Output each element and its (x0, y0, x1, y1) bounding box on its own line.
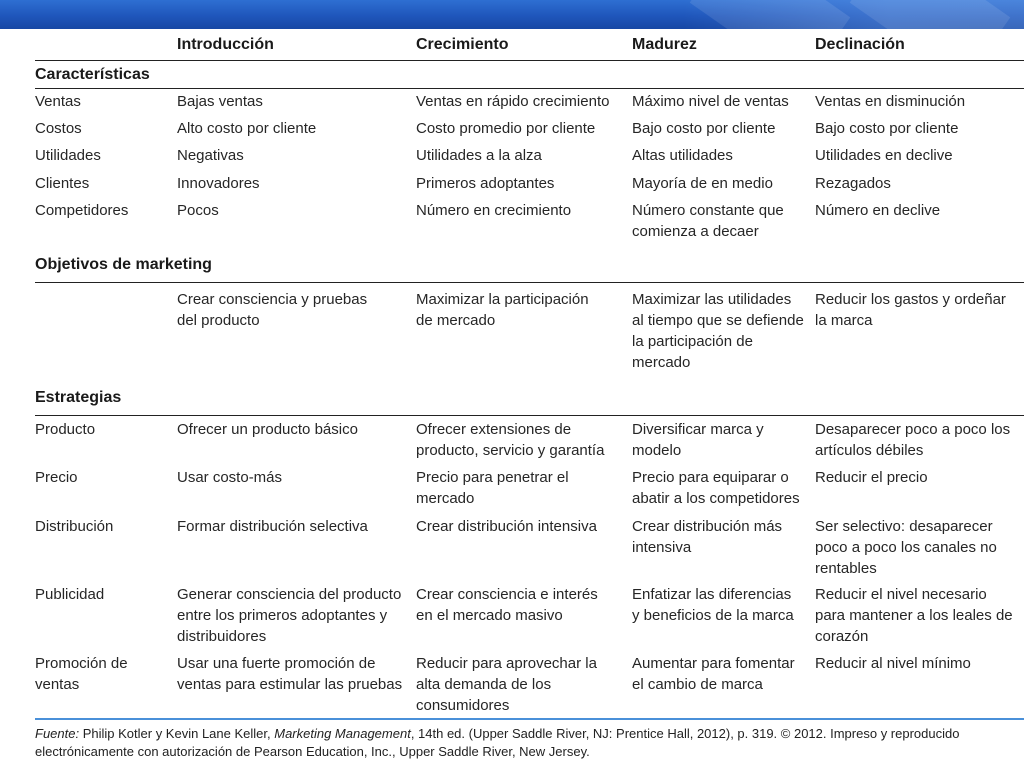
row-label: Producto (35, 421, 96, 438)
cell-madurez: Número constante que comienza a decaer (632, 202, 784, 240)
cell-crecimiento: Utilidades a la alza (416, 147, 542, 164)
cell-declinacion: Rezagados (815, 175, 891, 192)
row-label: Ventas (35, 93, 81, 110)
cell-declinacion: Reducir al nivel mínimo (815, 655, 971, 672)
cell-crecimiento: Ventas en rápido crecimiento (416, 93, 610, 110)
cell-introduccion: Innovadores (177, 175, 260, 192)
cell-introduccion: Pocos (177, 202, 219, 219)
cell-declinacion: Reducir el precio (815, 469, 928, 486)
cell-madurez: Mayoría de en medio (632, 175, 773, 192)
cell-declinacion: Reducir el nivel necesario para mantener a los leales de corazón (815, 586, 1013, 645)
footer-rule (35, 718, 1024, 720)
source-authors: Philip Kotler y Kevin Lane Keller, (82, 726, 271, 741)
row-label: Competidores (35, 202, 129, 219)
cell-introduccion: Usar una fuerte promoción de ventas para estimular las pruebas (177, 655, 403, 693)
cell-declinacion: Utilidades en declive (815, 147, 953, 164)
cell-crecimiento: Crear distribución intensiva (416, 518, 597, 535)
cell-madurez: Máximo nivel de ventas (632, 93, 789, 110)
cell-madurez: Aumentar para fomentar el cambio de marca (632, 655, 795, 693)
cell-crecimiento: Precio para penetrar el mercado (416, 469, 569, 507)
cell-madurez: Precio para equiparar o abatir a los competidores (632, 469, 800, 507)
cell-madurez: Bajo costo por cliente (632, 120, 776, 137)
cell-crecimiento: Maximizar la participación de mercado (416, 291, 589, 329)
row-label: Costos (35, 120, 82, 137)
source-note-line1 (35, 725, 959, 743)
row-label: Utilidades (35, 147, 101, 164)
header-declinacion: Declinación (815, 36, 905, 53)
section-rule (35, 282, 1024, 283)
source-book: Marketing Management (274, 726, 411, 741)
source-note-line2: electrónicamente con autorización de Pearson Education, Inc., Upper Saddle River, New Jersey. (35, 744, 590, 759)
cell-declinacion: Ventas en disminución (815, 93, 966, 110)
cell-crecimiento: Primeros adoptantes (416, 175, 555, 192)
cell-crecimiento: Costo promedio por cliente (416, 120, 596, 137)
cell-declinacion: Bajo costo por cliente (815, 120, 959, 137)
source-details: , 14th ed. (Upper Saddle River, NJ: Prentice Hall, 2012), p. 319. © 2012. Impreso y reproducido (410, 726, 960, 741)
top-banner (0, 0, 1024, 29)
cell-introduccion: Alto costo por cliente (177, 120, 317, 137)
cell-madurez: Maximizar las utilidades al tiempo que se defiende la participación de mercado (632, 291, 804, 371)
cell-introduccion: Negativas (177, 147, 244, 164)
row-label: Promoción de ventas (35, 655, 128, 693)
section-rule (35, 415, 1024, 416)
cell-introduccion: Ofrecer un producto básico (177, 421, 358, 438)
cell-declinacion: Ser selectivo: desaparecer poco a poco los canales no rentables (815, 518, 997, 577)
cell-crecimiento: Número en crecimiento (416, 202, 572, 219)
cell-declinacion: Desaparecer poco a poco los artículos débiles (815, 421, 1011, 459)
row-label: Clientes (35, 175, 90, 192)
cell-madurez: Enfatizar las diferencias y beneficios de la marca (632, 586, 794, 624)
cell-introduccion: Formar distribución selectiva (177, 518, 368, 535)
row-label: Distribución (35, 518, 114, 535)
section-rule (35, 88, 1024, 89)
cell-crecimiento: Ofrecer extensiones de producto, servicio y garantía (416, 421, 605, 459)
header-introduccion: Introducción (177, 36, 274, 53)
cell-declinacion: Número en declive (815, 202, 941, 219)
cell-introduccion: Usar costo-más (177, 469, 283, 486)
cell-introduccion: Bajas ventas (177, 93, 263, 110)
cell-introduccion: Generar consciencia del producto entre los primeros adoptantes y distribuidores (177, 586, 402, 645)
section-title-caracteristicas: Características (35, 66, 150, 83)
header-crecimiento: Crecimiento (416, 36, 509, 53)
cell-declinacion: Reducir los gastos y ordeñar la marca (815, 291, 1006, 329)
source-label: Fuente: (35, 726, 80, 741)
section-title-estrategias: Estrategias (35, 389, 122, 406)
row-label: Precio (35, 469, 78, 486)
header-madurez: Madurez (632, 36, 697, 53)
cell-crecimiento: Crear consciencia e interés en el mercado masivo (416, 586, 598, 624)
header-rule (35, 60, 1024, 61)
row-label: Publicidad (35, 586, 105, 603)
cell-madurez: Crear distribución más intensiva (632, 518, 783, 556)
cell-madurez: Diversificar marca y modelo (632, 421, 764, 459)
cell-introduccion: Crear consciencia y pruebas del producto (177, 291, 368, 329)
cell-madurez: Altas utilidades (632, 147, 733, 164)
section-title-objetivos: Objetivos de marketing (35, 256, 212, 273)
cell-crecimiento: Reducir para aprovechar la alta demanda de los consumidores (416, 655, 597, 714)
